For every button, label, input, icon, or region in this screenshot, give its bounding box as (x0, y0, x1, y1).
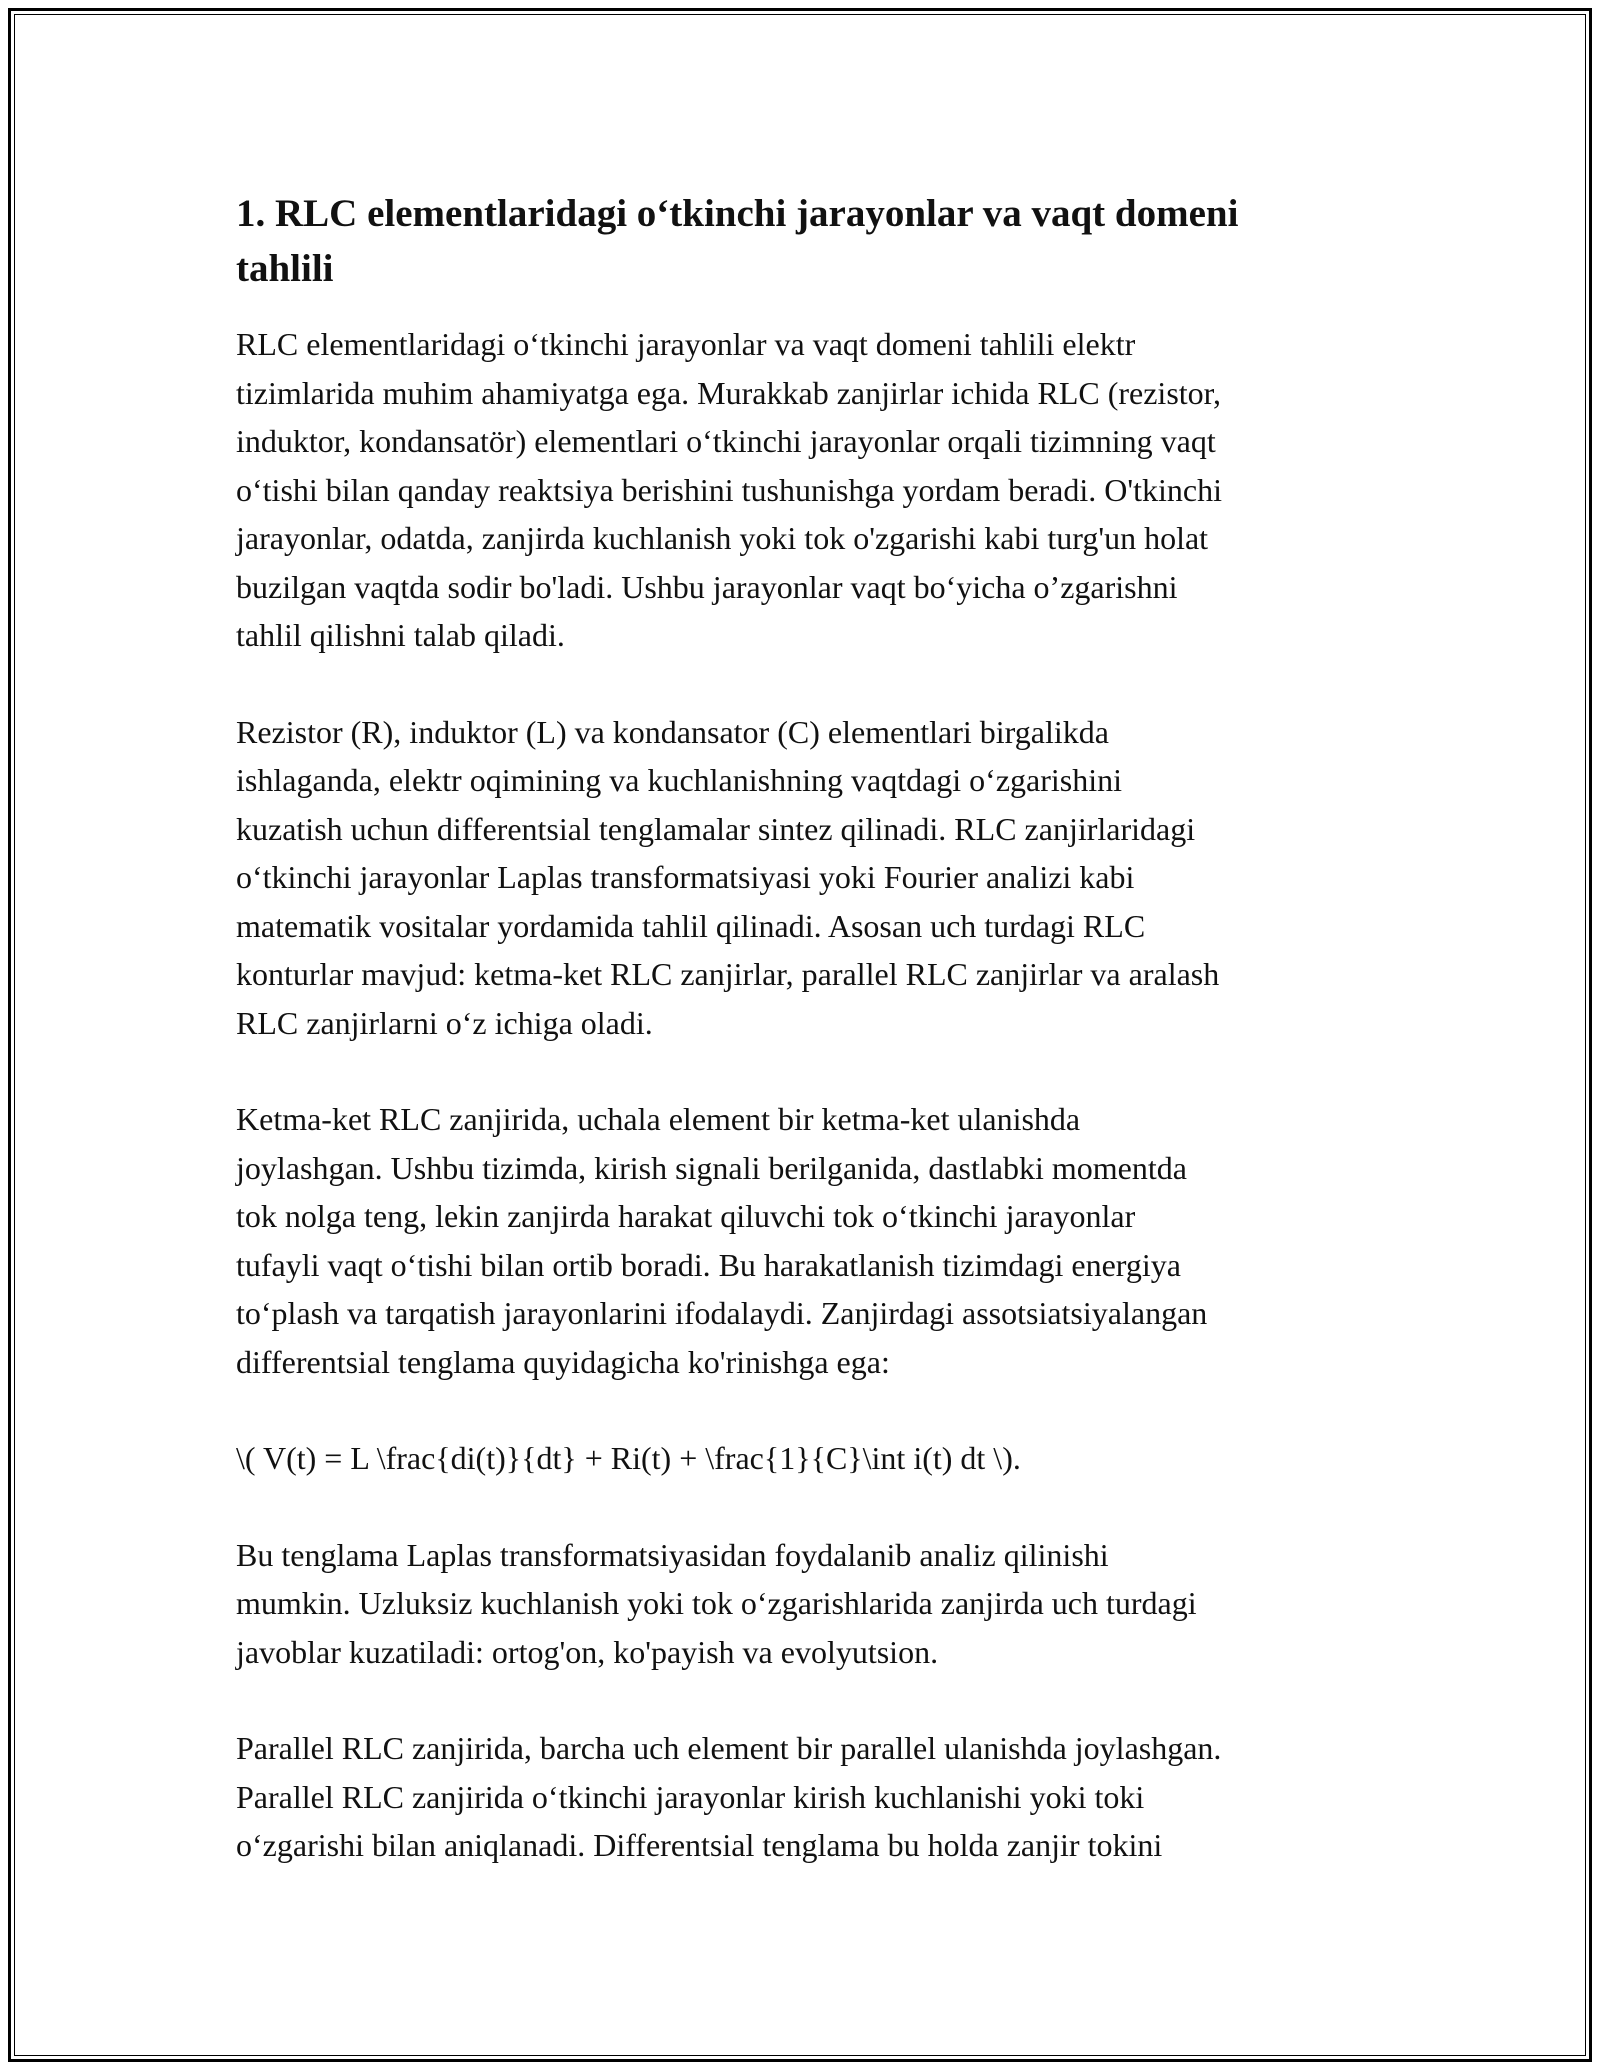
paragraph-series-rlc: Ketma-ket RLC zanjirida, uchala element bir ketma-ket ulanishda joylashgan. Ushbu tizimda, kirish signali berilganida, dastlabki momentda tok nolga teng, lekin zanjirda harakat qiluvchi tok o‘tkinchi jarayonlar tufayli vaqt o‘tishi bilan ortib boradi. Bu harakatlanish tizimdagi energiya to‘plash va tarqatish jarayonlarini ifodalaydi. Zanjirdagi assotsiatsiyalangan differentsial tenglama quyidagicha ko'rinishga ega: (236, 1101, 1208, 1380)
paragraph-rlc-elements: Rezistor (R), induktor (L) va kondansator (C) elementlari birgalikda ishlaganda, elektr oqimining va kuchlanishning vaqtdagi o‘zgarishini kuzatish uchun differentsial tenglamalar sintez qilinadi. RLC zanjirlaridagi o‘tkinchi jarayonlar Laplas transformatsiyasi yoki Fourier analizi kabi matematik vositalar yordamida tahlil qilinadi. Asosan uch turdagi RLC konturlar mavjud: ketma-ket RLC zanjirlar, parallel RLC zanjirlar va aralash RLC zanjirlarni o‘z ichiga oladi. (236, 713, 1220, 1041)
paragraph-laplace-analysis: Bu tenglama Laplas transformatsiyasidan foydalanib analiz qilinishi mumkin. Uzluksiz kuchlanish yoki tok o‘zgarishlarida zanjirda uch turdagi javoblar kuzatiladi: ortog'on, ko'payish va evolyutsion. (236, 1536, 1197, 1670)
paragraph-intro: RLC elementlaridagi o‘tkinchi jarayonlar va vaqt domeni tahlili elektr tizimlarida muhim ahamiyatga ega. Murakkab zanjirlar ichida RLC (rezistor, induktor, kondansatör) elementlari o‘tkinchi jarayonlar orqali tizimning vaqt o‘tishi bilan qanday reaktsiya berishini tushunishga yordam beradi. O'tkinchi jarayonlar, odatda, zanjirda kuchlanish yoki tok o'zgarishi kabi turg'un holat buzilgan vaqtda sodir bo'ladi. Ushbu jarayonlar vaqt bo‘yicha o’zgarishni tahlil qilishni talab qiladi. (236, 326, 1222, 653)
document-body (236, 186, 1376, 1918)
section-heading: 1. RLC elementlaridagi o‘tkinchi jarayonlar va vaqt domeni tahlili (236, 192, 1239, 290)
paragraph-parallel-rlc: Parallel RLC zanjirida, barcha uch element bir parallel ulanishda joylashgan. Parallel RLC zanjirida o‘tkinchi jarayonlar kirish kuchlanishi yoki toki o‘zgarishi bilan aniqlanadi. Differentsial tenglama bu holda zanjir tokini (236, 1730, 1222, 1863)
formula-line: \( V(t) = L \frac{di(t)}{dt} + Ri(t) + \frac{1}{C}\int i(t) dt \). (236, 1440, 1021, 1476)
